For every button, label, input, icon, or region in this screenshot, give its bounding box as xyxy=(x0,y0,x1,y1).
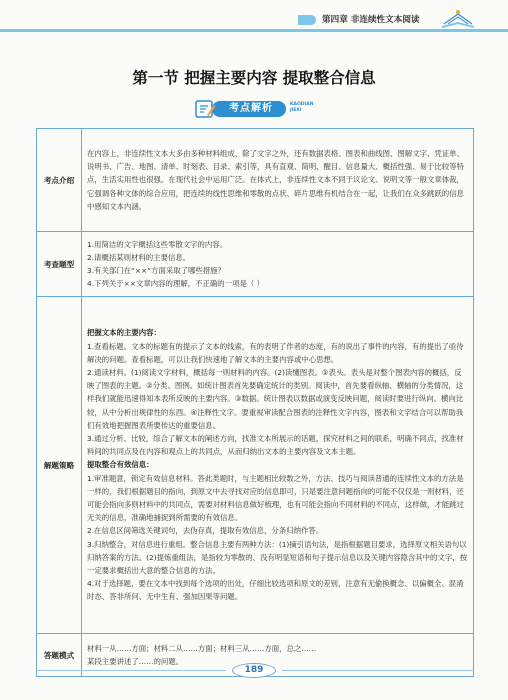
row-label-mode: 答题模式 xyxy=(37,634,82,677)
row-label-types: 考查题型 xyxy=(37,232,82,297)
footer-rule-left xyxy=(36,670,226,671)
strategy-heading-main-content: 把握文本的主要内容： xyxy=(87,328,161,338)
badge-english xyxy=(290,102,320,114)
strategy-heading-extract-info: 提取整合有效信息： xyxy=(87,460,154,470)
header-stripe xyxy=(0,29,508,32)
section-badge xyxy=(194,98,316,120)
mode-line-1: 材料一从……方面；材料二从……方面；材料三从……方面，总之…… xyxy=(87,643,317,653)
list-item: 3.通过分析、比较，综合了解文本的阐述方向，找准文本所展示的话题，探究材料之间的联系，明确不同点，找准材料间的共同点及在内容和观点上的共同点，从而归纳出文本的主要内容及文本主题。 xyxy=(87,433,464,457)
book-icon xyxy=(440,8,476,30)
badge-label: 考点解析 xyxy=(229,103,273,114)
row-content-strategy xyxy=(82,297,474,634)
pencil-note-icon xyxy=(194,98,216,120)
table-row-types xyxy=(37,232,474,297)
badge-english-line1: KAODIAN xyxy=(290,102,314,107)
list-item: 4.对于选择题，要在文本中找到每个选项的出处，仔细比较选项和原文的差别，注意有无偷换概念、以偏概全、混淆时态、答非所问、无中生有、强加因果等问题。 xyxy=(87,579,464,602)
page-header xyxy=(0,0,508,40)
section-title: 第一节 把握主要内容 提取整合信息 xyxy=(132,68,376,87)
chapter-title: 第四章 非连续性文本阅读 xyxy=(322,15,420,25)
list-item: 2.请概括某则材料的主要信息。 xyxy=(87,252,191,262)
list-item: 1.审准题意，锁定有效信息材料。答此类题时，与主题相比较数之外，方法、技巧与阅读普通的连续性文本的方法是一样的，我们根据题目的指向，到原文中去寻找对应的信息即可，只是要注意问题指向的可能不仅仅是一则材料，还可能会指向多则材料中的共同点，需要对材料信息做好梳理，也有可能会指向不同材料的不同点，这样做，才能跳过无关的信息，准确地捕捉到所需要的有效信息。 xyxy=(87,473,464,523)
row-content-intro xyxy=(82,129,474,232)
chapter-tag xyxy=(298,15,316,25)
analysis-table xyxy=(36,128,474,677)
row-content-types xyxy=(82,232,474,297)
table-row-intro xyxy=(37,129,474,232)
mode-line-2: 某段主要讲述了……的问题。 xyxy=(87,657,184,666)
list-item: 3.有关部门在“××”方面采取了哪些措施？ xyxy=(87,266,225,275)
list-item: 2.在信息区间筛选关键词句，去伪存真，提取有效信息，分条归纳作答。 xyxy=(87,526,324,536)
table-row-strategy xyxy=(37,297,474,634)
footer-rule-right xyxy=(282,670,474,671)
row-label-intro: 考点介绍 xyxy=(37,129,82,232)
intro-text: 在内容上，非连续性文本大多由多种材料组成，除了文字之外，还有数据表格、图表和曲线图、图解文字、凭证单、说明书、广告、地图、清单、时刻表、目录、索引等，具有直观、简明、醒目、信息量大、概括性强、易于比较等特点，生活实用性也很强。在现代社会中运用广泛。在体式上，非连续性文本不同于议论文、说明文等一般文章体裁，它强调各种文体的综合应用，把连续的线性思维和零散的点状、碎片思维有机结合在一起，让我们在众多跳跃的信息中感知文本内涵。 xyxy=(87,148,464,211)
list-item: 1.用简洁的文字概括这些零散文字的内容。 xyxy=(87,239,228,249)
list-item: 3.归纳整合，对信息进行重组。整合信息主要有两种方法：(1)摘引语句法，是指根据题目要求，选择原文相关语句以归纳答案的方法。(2)提炼重组法，是指较为零散的、没有明显短语和句子提示信息以及关键内容隐含其中的文字，按一定要求概括出大意的整合信息的方法。 xyxy=(87,539,468,576)
row-label-strategy: 解题策略 xyxy=(37,297,82,634)
page-number-text: 189 xyxy=(244,665,264,675)
list-item: 2.通读材料。(1)阅读文字材料，概括每一则材料的内容。(2)读懂图表。①表头。表头是对整个图表内容的概括，反映了图表的主题。②分类、图例。如统计图表首先要确定统计的类别。阅读中，首先要看纵轴、横轴的分类情况，这样我们就能迅速得知本表所反映的主要内容。③数据。统计图表以数据或演变反映问题，阅读时要进行纵向、横向比较，从中分析出规律性的东西。④注释性文字。要重视审读配合图表的注释性文字内容，图表和文字结合可以帮助我们有效地把握图表所要传达的重要信息。 xyxy=(87,367,464,430)
list-item: 4.下列关于××文章内容的理解，不正确的一项是（ ） xyxy=(87,279,264,289)
badge-english-line2: JIEXI xyxy=(290,108,302,113)
list-item: 1.查看标题。文本的标题有的提示了文本的线索，有的表明了作者的态度，有的说出了事件的内容，有的提出了亟待解决的问题。查看标题，可以让我们快速地了解文本的主要内容或中心思想。 xyxy=(87,341,464,364)
page-number xyxy=(226,663,282,679)
